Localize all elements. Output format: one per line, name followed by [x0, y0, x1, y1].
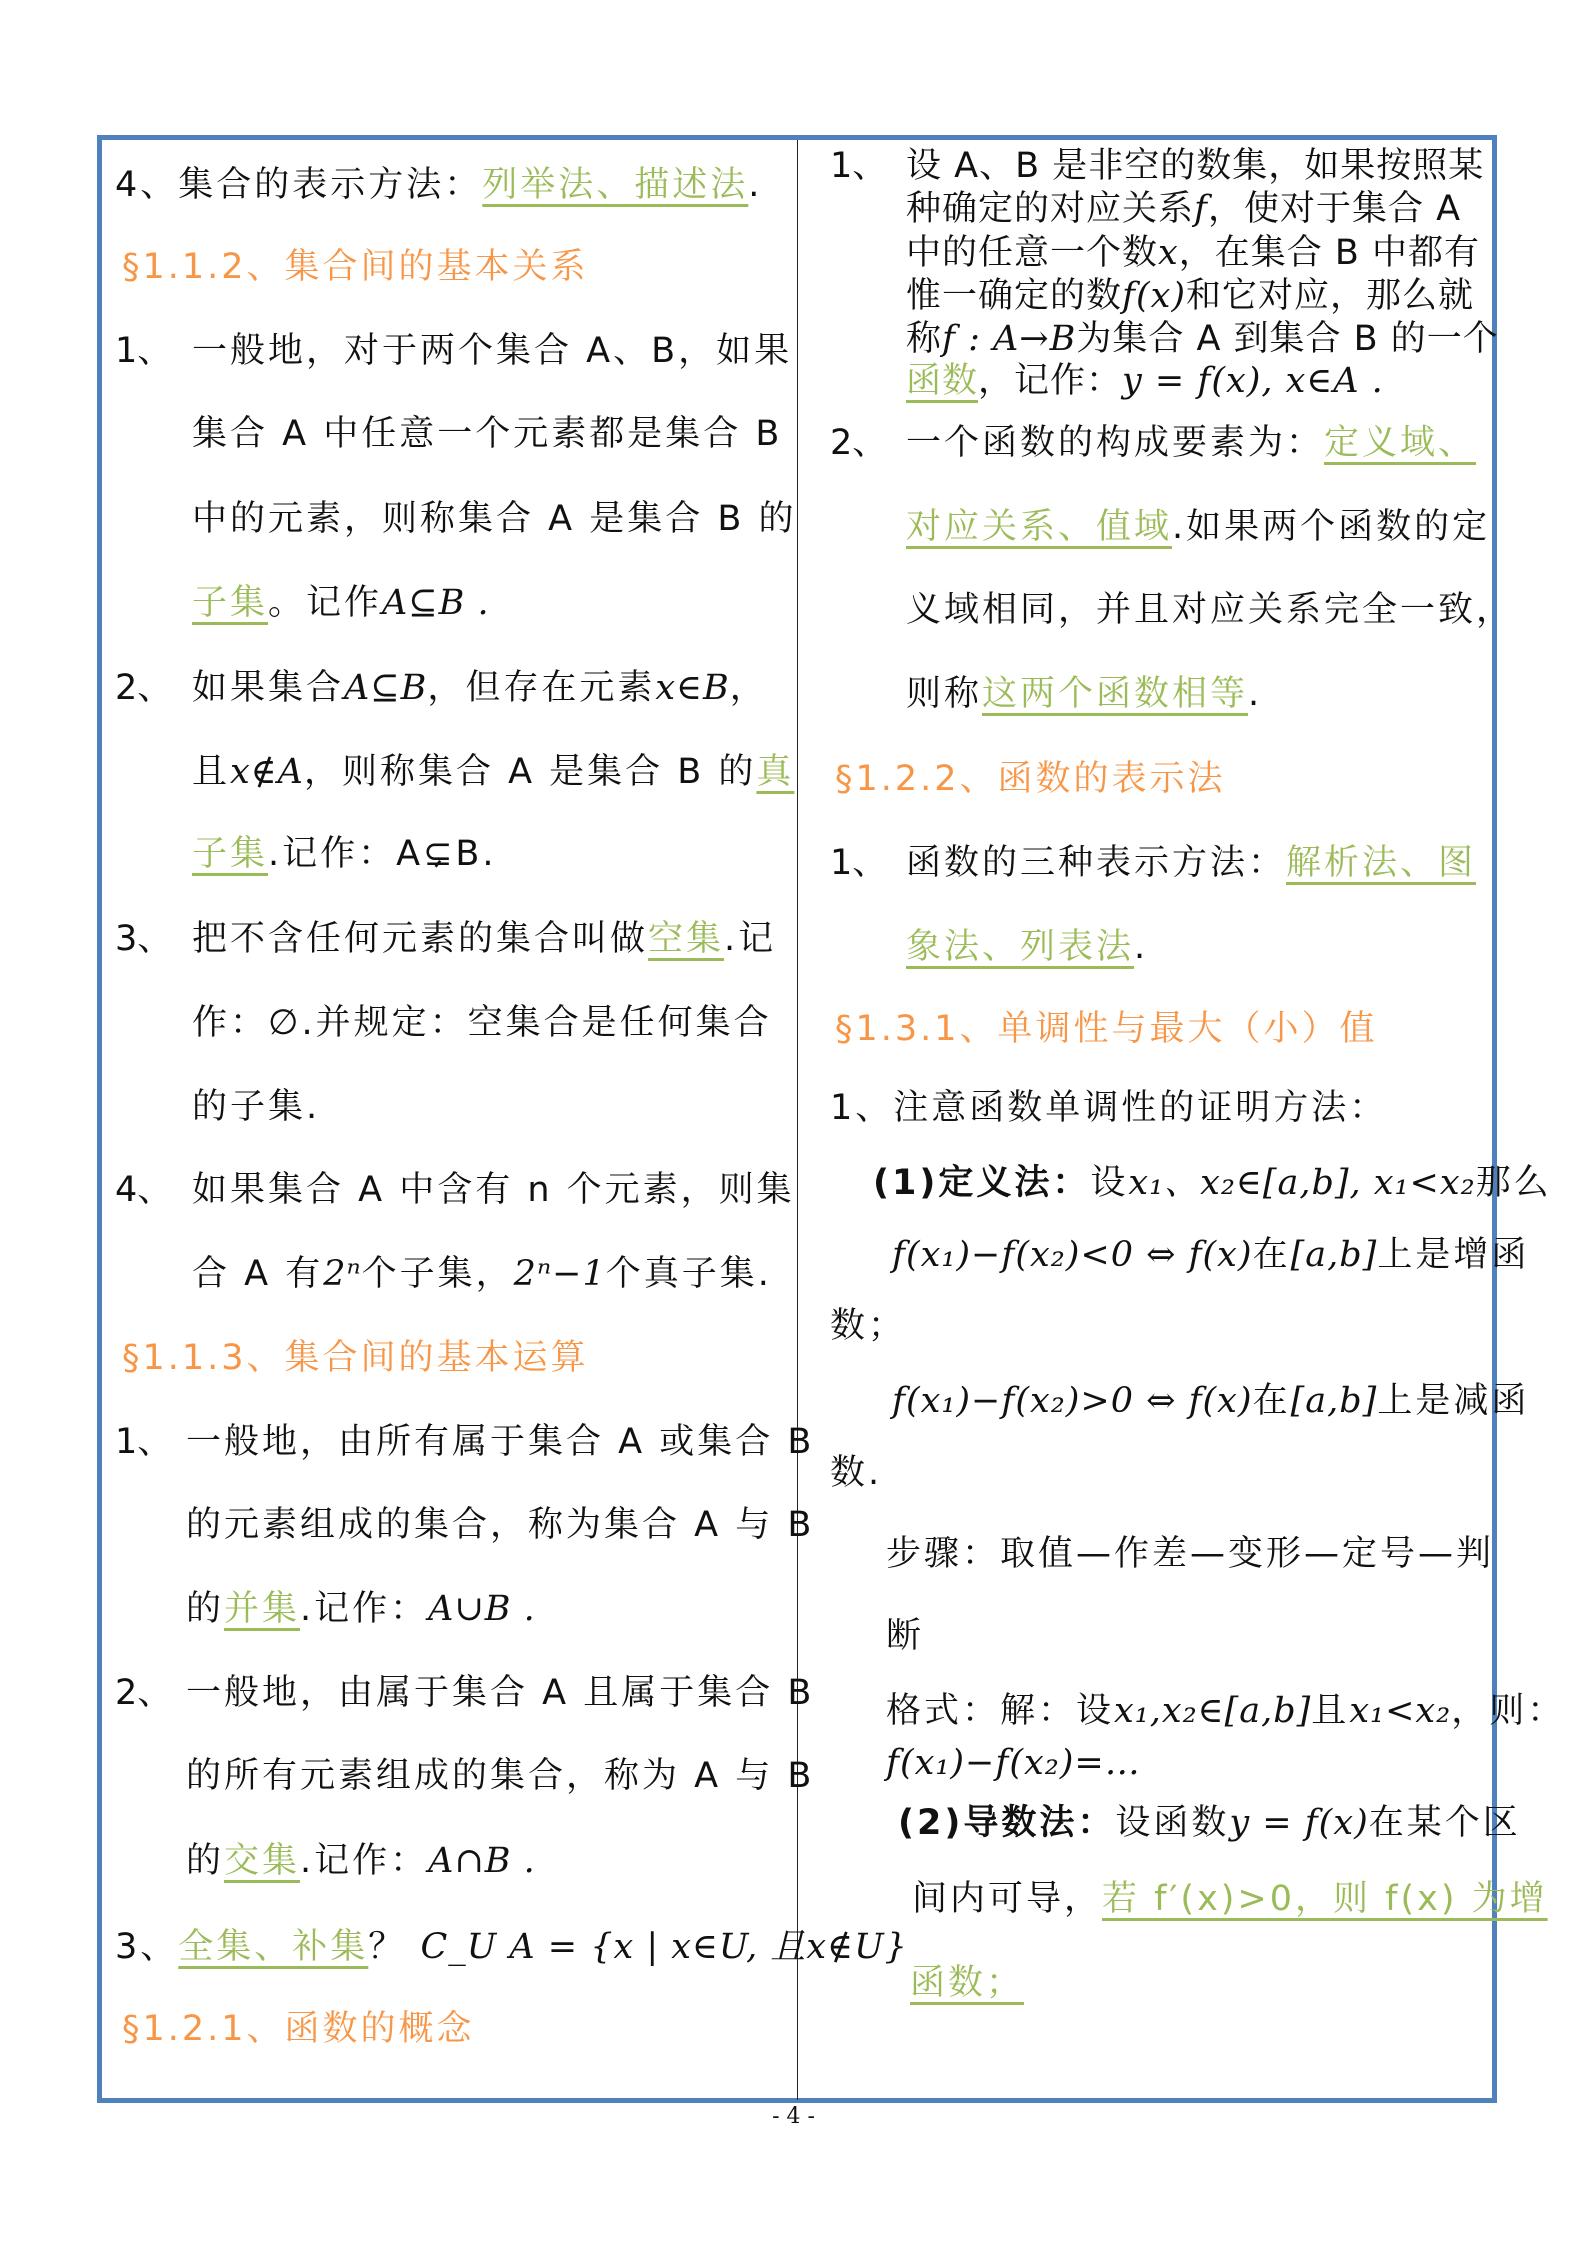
text-run: ，使对于集合 A [1207, 189, 1462, 229]
text-run: 函数的三种表示方法： [906, 843, 1287, 883]
math-expression: y = f(x) [1229, 1803, 1369, 1843]
text-line [122, 1336, 589, 1380]
text-run: 断 [886, 1616, 925, 1656]
text-run: 则称 [906, 674, 983, 714]
text-run: 在 [1252, 1235, 1291, 1275]
text-line [892, 1233, 1529, 1277]
text-line [115, 1925, 908, 1969]
text-run: .记作： [300, 1841, 429, 1881]
text-line [912, 1877, 1548, 1921]
item-number: 1、 [830, 146, 888, 186]
text-run: 作：∅.并规定：空集合是任何集合 [192, 1003, 772, 1043]
text-line [886, 1532, 1494, 1576]
highlighted-term: 象法、列表法 [906, 927, 1135, 967]
text-run: ，则： [1451, 1691, 1566, 1731]
text-run: ， [729, 668, 768, 708]
text-run: 一般地，由属于集合 A 且属于集合 B [186, 1673, 815, 1713]
math-expression: x₁<x₂ [1349, 1691, 1452, 1731]
text-line [192, 497, 796, 541]
text-line [115, 163, 762, 207]
text-line [192, 1001, 772, 1045]
text-line [830, 1086, 1387, 1130]
text-run: 。记作 [268, 583, 383, 623]
text-line [192, 412, 782, 456]
highlighted-term: 定义域、 [1324, 423, 1477, 463]
text-line [886, 1689, 1565, 1733]
section-heading: §1.2.2、函数的表示法 [835, 759, 1226, 799]
text-line [906, 588, 1514, 632]
text-run: 的子集. [192, 1087, 321, 1127]
item-number: 1、 [115, 1422, 173, 1462]
highlighted-term: 子集 [192, 834, 269, 874]
text-line [192, 581, 490, 625]
highlighted-term: 对应关系、值域 [906, 507, 1173, 547]
item-number: 3、 [115, 919, 173, 959]
text-run: 中的任意一个数 [906, 233, 1159, 273]
text-run: 一般地，由所有属于集合 A 或集合 B [186, 1422, 815, 1462]
text-line [192, 917, 776, 961]
text-run: 步骤：取值—作差—变形—定号—判 [886, 1534, 1495, 1574]
math-expression: x [1158, 233, 1179, 273]
text-line [835, 757, 1226, 801]
text-run: 上是增函 [1377, 1235, 1530, 1275]
text-run: 且 [192, 752, 231, 792]
text-run: 的 [186, 1841, 225, 1881]
text-line [192, 666, 768, 710]
text-line [873, 1161, 1552, 1205]
text-run: 的 [186, 1589, 225, 1629]
text-run: 且 [1311, 1691, 1350, 1731]
math-expression: 2ⁿ [323, 1254, 362, 1294]
highlighted-term: 列举法、描述法 [482, 165, 749, 205]
math-expression: A∪B . [428, 1589, 536, 1629]
highlighted-term: 空集 [648, 919, 725, 959]
highlighted-term: 真 [756, 752, 795, 792]
text-run: 4、集合的表示方法： [115, 165, 483, 205]
text-line [830, 1304, 906, 1348]
text-run: 种确定的对应关系 [906, 189, 1195, 229]
math-expression: A⊆B [344, 668, 428, 708]
text-run: 个子集， [361, 1254, 514, 1294]
text-line [186, 1587, 536, 1631]
text-line [192, 1085, 320, 1129]
text-run: 如果集合 A 中含有 n 个元素，则集 [192, 1170, 795, 1210]
text-line [186, 1671, 814, 1715]
item-number: 4、 [115, 1170, 173, 1210]
section-heading: §1.3.1、单调性与最大（小）值 [835, 1009, 1378, 1049]
text-run: .记作： [300, 1589, 429, 1629]
item-number: 2、 [115, 1673, 173, 1713]
item-number: 1、 [830, 843, 888, 883]
highlighted-term: 若 f′(x)>0，则 f(x) 为增 [1102, 1879, 1548, 1919]
text-run: 把不含任何元素的集合叫做 [192, 919, 649, 959]
math-expression: x₁,x₂∈[a,b] [1114, 1691, 1312, 1731]
text-line [186, 1420, 814, 1464]
math-expression: 2ⁿ−1 [513, 1254, 606, 1294]
text-run: 一个函数的构成要素为： [906, 423, 1325, 463]
item-number: 2、 [115, 668, 173, 708]
math-expression: f [1194, 189, 1208, 229]
text-run: 集合 A 中任意一个元素都是集合 B [192, 414, 783, 454]
text-run: 设函数 [1115, 1803, 1230, 1843]
math-expression: A∩B . [428, 1841, 536, 1881]
text-run: .记 [724, 919, 777, 959]
text-line [886, 1741, 1141, 1785]
highlighted-term: 全集、补集 [178, 1927, 369, 1967]
math-expression: x₁、x₂∈[a,b], x₁<x₂ [1128, 1163, 1476, 1203]
section-heading: §1.1.3、集合间的基本运算 [122, 1338, 589, 1378]
text-line [898, 1801, 1521, 1845]
highlighted-term: 交集 [224, 1841, 301, 1881]
text-run: ，则称集合 A 是集合 B 的 [303, 752, 757, 792]
text-run: ，在集合 B 中都有 [1178, 233, 1481, 273]
text-line [906, 925, 1148, 969]
highlighted-term: 并集 [224, 1589, 301, 1629]
item-number: 2、 [830, 423, 888, 463]
text-run: 个真子集. [605, 1254, 772, 1294]
text-run: 一般地，对于两个集合 A、B，如果 [192, 331, 793, 371]
math-expression: x∉A [230, 752, 304, 792]
column-divider [797, 140, 798, 2100]
math-expression: C_U A = {x | x∈U, 且x∉U} [420, 1927, 908, 1967]
math-expression: f(x₁)−f(x₂)=… [886, 1743, 1141, 1783]
text-line [192, 832, 497, 876]
text-run: ，记作： [978, 361, 1123, 401]
text-run: 和它对应，那么就 [1186, 276, 1475, 316]
text-line [192, 750, 794, 794]
text-run: 称 [906, 319, 943, 359]
text-line [186, 1503, 814, 1547]
text-run: 的元素组成的集合，称为集合 A 与 B [186, 1505, 815, 1545]
text-line [186, 1754, 814, 1798]
text-line [192, 1252, 772, 1296]
text-run: .记作：A⊊B. [268, 834, 497, 874]
text-run: 合 A 有 [192, 1254, 324, 1294]
text-line [906, 231, 1480, 275]
text-line [830, 1451, 882, 1495]
text-run: 在某个区 [1368, 1803, 1521, 1843]
text-line [886, 1614, 924, 1658]
highlighted-term: 解析法、图 [1286, 843, 1477, 883]
highlighted-term: 这两个函数相等 [982, 674, 1249, 714]
text-line [906, 505, 1490, 549]
text-run: 设 A、B 是非空的数集，如果按照某 [906, 146, 1485, 186]
math-expression: y = f(x), x∈A . [1122, 361, 1384, 401]
page-number: - 4 - [772, 2104, 815, 2129]
text-run: 义域相同，并且对应关系完全一致， [906, 590, 1515, 630]
text-line [906, 187, 1461, 231]
text-run: 的所有元素组成的集合，称为 A 与 B [186, 1756, 815, 1796]
highlighted-term: 函数 [906, 361, 979, 401]
text-line [192, 329, 792, 373]
item-number: 1、 [115, 331, 173, 371]
math-expression: A⊆B . [382, 583, 490, 623]
text-line [906, 359, 1384, 403]
text-run: 在 [1252, 1381, 1291, 1421]
text-line [122, 2007, 475, 2051]
text-run: . [748, 165, 763, 205]
text-line [892, 1379, 1529, 1423]
text-line [186, 1839, 536, 1883]
text-line [906, 841, 1476, 885]
math-expression: x∈B [655, 668, 730, 708]
text-run: ，但存在元素 [427, 668, 656, 708]
text-run: 间内可导， [912, 1879, 1103, 1919]
text-run: ？ [368, 1927, 421, 1967]
text-run: 中的元素，则称集合 A 是集合 B 的 [192, 499, 797, 539]
math-expression: [a,b] [1290, 1381, 1378, 1421]
math-expression: f(x₁)−f(x₂)>0 ⇔ f(x) [892, 1381, 1253, 1421]
math-expression: [a,b] [1290, 1235, 1378, 1275]
section-heading: §1.1.2、集合间的基本关系 [122, 247, 589, 287]
text-line [906, 672, 1262, 716]
text-run: . [1134, 927, 1149, 967]
text-run: 上是减函 [1377, 1381, 1530, 1421]
highlighted-term: 函数； [910, 1963, 1025, 2003]
text-run: 数； [830, 1306, 907, 1346]
text-run: 惟一确定的数 [906, 276, 1123, 316]
text-run: 格式：解：设 [886, 1691, 1115, 1731]
bold-label: (2)导数法： [898, 1803, 1116, 1843]
math-expression: f : A→B [942, 319, 1077, 359]
highlighted-term: 子集 [192, 583, 269, 623]
text-line [906, 274, 1474, 318]
text-run: .如果两个函数的定 [1172, 507, 1491, 547]
text-line [906, 144, 1484, 188]
text-run: 数. [830, 1453, 883, 1493]
text-line [910, 1961, 1024, 2005]
math-expression: f(x₁)−f(x₂)<0 ⇔ f(x) [892, 1235, 1253, 1275]
section-heading: §1.2.1、函数的概念 [122, 2009, 475, 2049]
text-run: 为集合 A 到集合 B 的一个 [1076, 319, 1499, 359]
text-line [906, 421, 1476, 465]
text-run: 3、 [115, 1927, 179, 1967]
text-line [835, 1007, 1378, 1051]
text-run: 那么 [1475, 1163, 1552, 1203]
math-expression: f(x) [1122, 276, 1187, 316]
text-run: . [1248, 674, 1263, 714]
text-run: 如果集合 [192, 668, 345, 708]
text-run: 设 [1090, 1163, 1129, 1203]
text-line [906, 317, 1499, 361]
text-line [122, 245, 589, 289]
text-run: 1、注意函数单调性的证明方法： [830, 1088, 1388, 1128]
text-line [192, 1168, 795, 1212]
bold-label: (1)定义法： [873, 1163, 1091, 1203]
